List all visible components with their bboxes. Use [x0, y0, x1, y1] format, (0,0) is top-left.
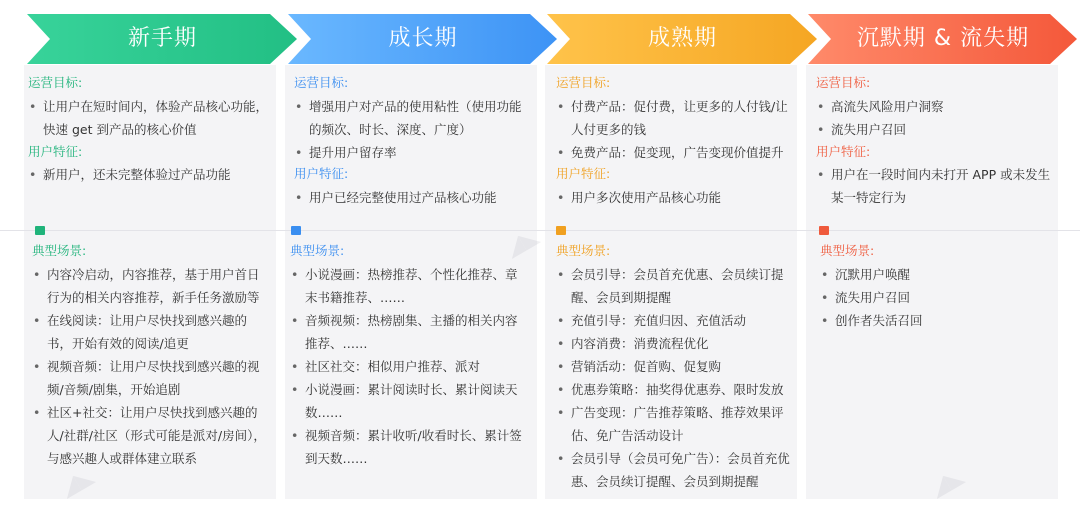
- bullet-item: • 小说漫画：累计阅读时长、累计阅读天数……: [289, 378, 529, 424]
- feature-list: [555, 186, 795, 209]
- scene-label: 典型场景:: [32, 243, 87, 258]
- bullet-item: • 充值引导：充值归因、充值活动: [555, 309, 797, 332]
- feature-list: [815, 163, 1051, 209]
- feature-list: [27, 163, 272, 186]
- bullet-item: • 视频音频：累计收听/收看时长、累计签到天数……: [289, 424, 529, 470]
- bullet-item: • 内容冷启动，内容推荐，基于用户首日行为的相关内容推荐，新手任务激励等: [31, 263, 267, 309]
- goal-list: [27, 95, 272, 141]
- goal-label: 运营目标:: [294, 75, 349, 90]
- marker-newbie: [35, 226, 45, 235]
- stage-title-growth: 成长期: [388, 26, 458, 51]
- scene-label: 典型场景:: [556, 243, 611, 258]
- stage-title-silent-churn: 沉默期 & 流失期: [856, 26, 1030, 51]
- bullet-item: • 免费产品：促变现，广告变现价值提升: [555, 141, 795, 164]
- feature-list: [293, 186, 533, 209]
- bullet-item: • 用户在一段时间内未打开 APP 或未发生某一特定行为: [815, 163, 1051, 209]
- goal-list: [555, 95, 795, 164]
- bullet-item: • 高流失风险用户洞察: [815, 95, 1055, 118]
- feature-label: 用户特征:: [556, 166, 611, 181]
- bullet-item: • 在线阅读：让用户尽快找到感兴趣的书，开始有效的阅读/追更: [31, 309, 267, 355]
- scene-list: [31, 263, 267, 470]
- goal-label: 运营目标:: [556, 75, 611, 90]
- bullet-item: • 用户多次使用产品核心功能: [555, 186, 795, 209]
- scene-label: 典型场景:: [820, 243, 875, 258]
- bullet-item: • 付费产品：促付费，让更多的人付钱/让人付更多的钱: [555, 95, 795, 141]
- feature-label: 用户特征:: [28, 144, 83, 159]
- bullet-item: • 创作者失活召回: [819, 309, 1055, 332]
- bullet-item: • 用户已经完整使用过产品核心功能: [293, 186, 533, 209]
- bullet-item: • 优惠券策略：抽奖得优惠券、限时发放: [555, 378, 797, 401]
- stage-title-mature: 成熟期: [647, 26, 717, 51]
- bullet-item: • 小说漫画：热榜推荐、个性化推荐、章末书籍推荐、……: [289, 263, 529, 309]
- marker-mature: [556, 226, 566, 235]
- scene-list: [289, 263, 529, 470]
- marker-growth: [291, 226, 301, 235]
- bullet-item: • 会员引导（会员可免广告）：会员首充优惠、会员续订提醒、会员到期提醒: [555, 447, 797, 493]
- bullet-item: • 内容消费：消费流程优化: [555, 332, 797, 355]
- goal-list: [293, 95, 533, 164]
- bullet-item: • 流失用户召回: [819, 286, 1055, 309]
- section-divider: [0, 230, 1080, 231]
- bullet-item: • 视频音频：让用户尽快找到感兴趣的视频/音频/剧集，开始追剧: [31, 355, 267, 401]
- bullet-item: • 让用户在短时间内，体验产品核心功能，快速 get 到产品的核心价值: [27, 95, 272, 141]
- feature-label: 用户特征:: [816, 144, 871, 159]
- bullet-item: • 流失用户召回: [815, 118, 1055, 141]
- bullet-item: • 社区+社交：让用户尽快找到感兴趣的人/社群/社区（形式可能是派对/房间），与感兴趣人或群体建立联系: [31, 401, 267, 470]
- goal-label: 运营目标:: [816, 75, 871, 90]
- bullet-item: • 音频视频：热榜剧集、主播的相关内容推荐、……: [289, 309, 529, 355]
- scene-list: [819, 263, 1055, 332]
- marker-silent-churn: [819, 226, 829, 235]
- bullet-item: • 沉默用户唤醒: [819, 263, 1055, 286]
- bullet-item: • 营销活动：促首购、促复购: [555, 355, 797, 378]
- scene-label: 典型场景:: [290, 243, 345, 258]
- bullet-item: • 提升用户留存率: [293, 141, 533, 164]
- bullet-item: • 会员引导：会员首充优惠、会员续订提醒、会员到期提醒: [555, 263, 797, 309]
- bullet-item: • 增强用户对产品的使用粘性（使用功能的频次、时长、深度、广度）: [293, 95, 533, 141]
- scene-list: [555, 263, 797, 493]
- feature-label: 用户特征:: [294, 166, 349, 181]
- goal-label: 运营目标:: [28, 75, 83, 90]
- goal-list: [815, 95, 1055, 141]
- stage-title-newbie: 新手期: [127, 26, 197, 51]
- bullet-item: • 社区社交：相似用户推荐、派对: [289, 355, 529, 378]
- bullet-item: • 广告变现：广告推荐策略、推荐效果评估、免广告活动设计: [555, 401, 797, 447]
- bullet-item: • 新用户，还未完整体验过产品功能: [27, 163, 272, 186]
